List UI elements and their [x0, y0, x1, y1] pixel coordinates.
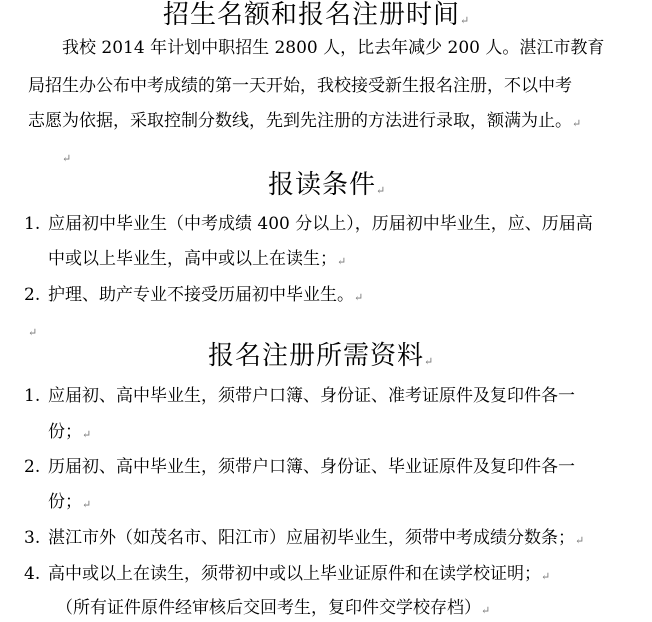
section-title-text: 报名注册所需资料 — [208, 341, 425, 371]
list-item-text: 历届初、高中毕业生，须带户口簿、身份证、毕业证原件及复印件各一 — [48, 457, 575, 477]
paragraph-mark-icon: ↵ — [354, 291, 364, 304]
list-item-number: 2. — [24, 457, 41, 477]
list-item-text: 护理、助产专业不接受历届初中毕业生。 — [48, 285, 354, 305]
empty-paragraph — [62, 146, 71, 169]
paragraph-mark-icon: ↵ — [82, 428, 92, 441]
section-title-required-documents — [208, 341, 434, 377]
list-item — [24, 457, 575, 477]
list-item-text: 中或以上毕业生，高中或以上在读生； — [48, 249, 337, 269]
list-item-text: 湛江市外（如茂名市、阳江市）应届初毕业生，须带中考成绩分数条； — [48, 528, 575, 548]
intro-line-3-text: 志愿为依据，采取控制分数线，先到先注册的方法进行录取，额满为止。 — [28, 111, 572, 131]
list-item-text: 份； — [48, 422, 82, 442]
list-item — [24, 386, 575, 406]
paragraph-mark-icon: ↵ — [572, 117, 582, 130]
paragraph-mark-icon: ↵ — [82, 498, 92, 511]
paragraph-mark-icon: ↵ — [337, 255, 347, 268]
section-title-requirements — [268, 170, 386, 206]
paragraph-mark-icon: ↵ — [424, 355, 435, 368]
section-title-text: 招生名额和报名注册时间 — [163, 0, 461, 30]
list-item-text: 应届初中毕业生（中考成绩 400 分以上），历届初中毕业生，应、历届高 — [48, 214, 593, 234]
list-item — [24, 528, 584, 551]
note-text: （所有证件原件经审核后交回考生，复印件交学校存档） — [56, 598, 481, 618]
intro-line-1: 我校 2014 年计划中职招生 2800 人，比去年减少 200 人。湛江市教育 — [62, 38, 605, 58]
list-item-number: 4. — [24, 564, 41, 584]
list-item-text: 高中或以上在读生，须带初中或以上毕业证原件和在读学校证明； — [48, 564, 541, 584]
section-title-text: 报读条件 — [268, 170, 377, 200]
list-item-number: 1. — [24, 214, 41, 234]
list-item-number: 2. — [24, 285, 41, 305]
section-title-enrollment-quota — [163, 0, 470, 36]
intro-line-3 — [28, 111, 581, 134]
paragraph-mark-icon: ↵ — [575, 534, 585, 547]
list-item — [24, 564, 550, 587]
paragraph-mark-icon: ↵ — [28, 326, 38, 339]
paragraph-mark-icon: ↵ — [376, 184, 387, 197]
note-line — [56, 598, 490, 621]
list-item — [24, 214, 593, 234]
paragraph-mark-icon: ↵ — [481, 604, 491, 617]
list-item-continuation — [48, 422, 91, 445]
empty-paragraph — [28, 320, 37, 343]
list-item-text: 份； — [48, 492, 82, 512]
list-item-continuation — [48, 249, 346, 272]
list-item-text: 应届初、高中毕业生，须带户口簿、身份证、准考证原件及复印件各一 — [48, 386, 575, 406]
list-item-number: 1. — [24, 386, 41, 406]
list-item-number: 3. — [24, 528, 41, 548]
list-item — [24, 285, 363, 308]
paragraph-mark-icon: ↵ — [62, 152, 72, 165]
list-item-continuation — [48, 492, 91, 515]
paragraph-mark-icon: ↵ — [541, 570, 551, 583]
paragraph-mark-icon: ↵ — [460, 14, 471, 27]
intro-line-2: 局招生办公布中考成绩的第一天开始，我校接受新生报名注册，不以中考 — [28, 76, 572, 96]
